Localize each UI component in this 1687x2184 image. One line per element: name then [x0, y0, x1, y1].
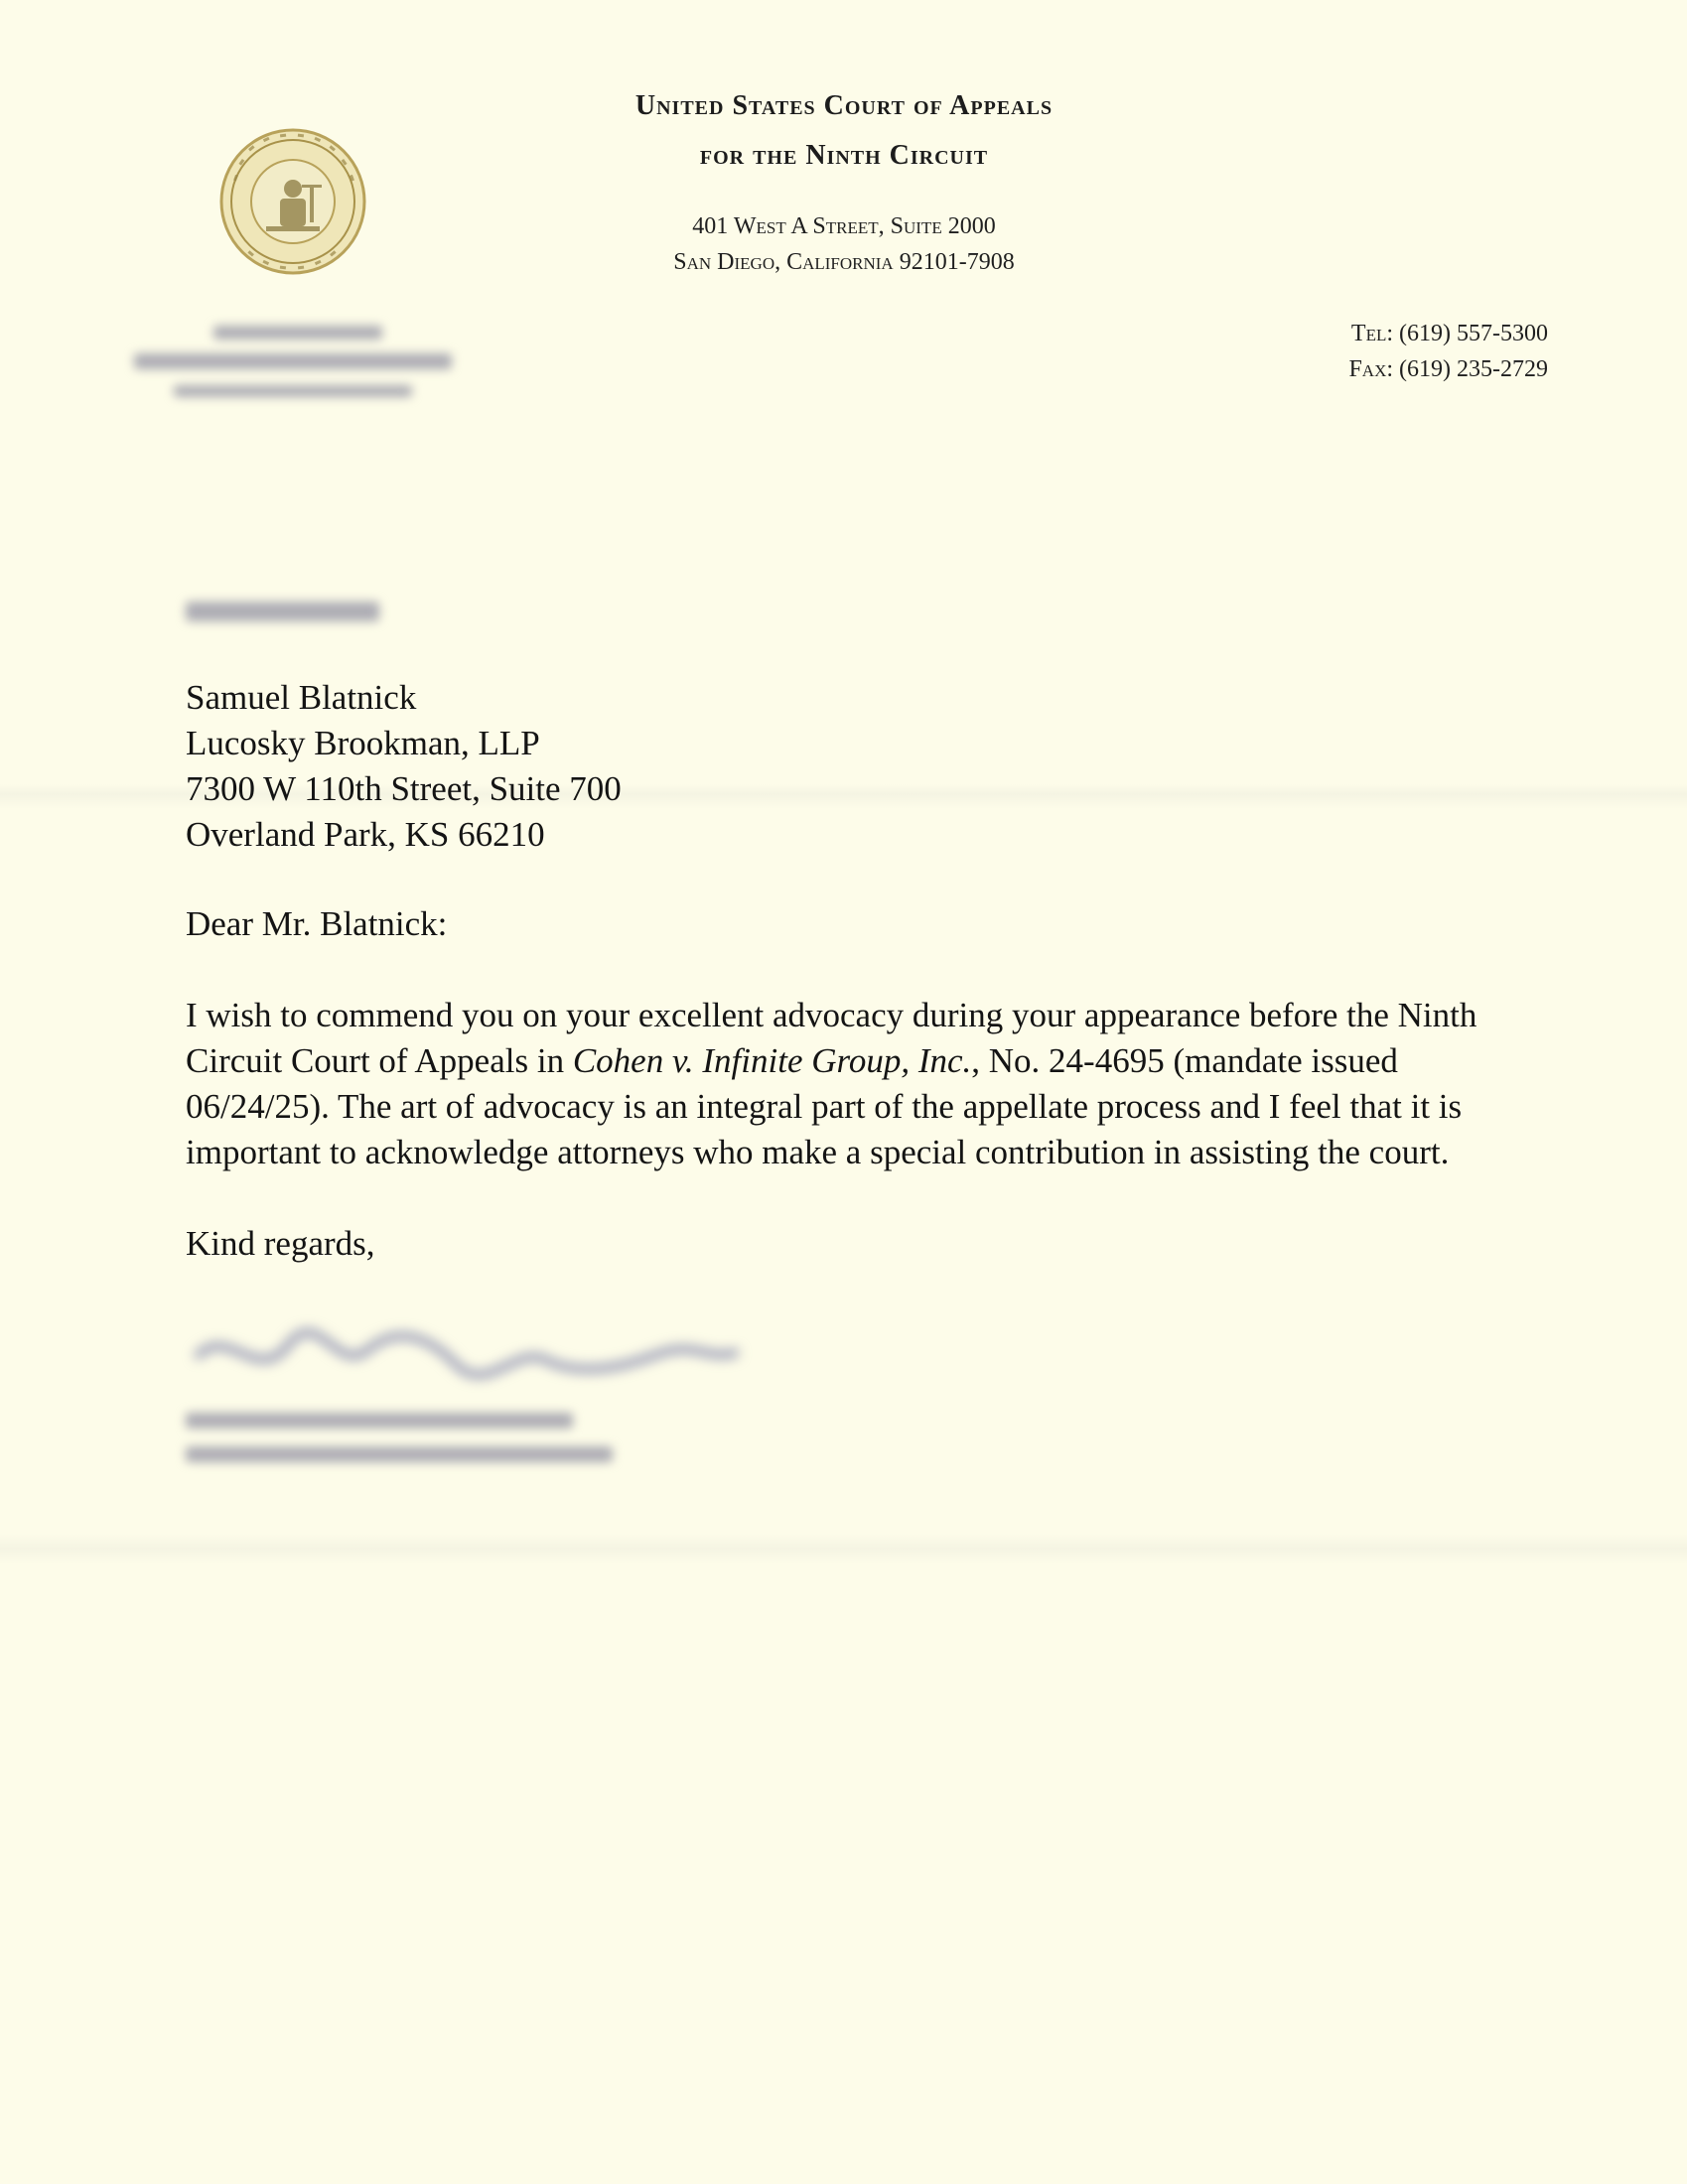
body-paragraph [186, 993, 1506, 1175]
court-name-line-2: for the Ninth Circuit [699, 140, 989, 171]
body-text-part-2: , No. 24-4695 (mandate issued 06/24/25). The art of advocacy is an integral part of the appellate process and I feel that it is important to acknowledge attorneys who make a special contribution in assisting the court. [186, 1041, 1463, 1171]
court-address [556, 208, 1132, 280]
recipient-street: 7300 W 110th Street, Suite 700 [186, 769, 622, 808]
contact-block [1348, 316, 1548, 387]
recipient-city: Overland Park, KS 66210 [186, 815, 545, 854]
recipient-address [186, 675, 1516, 858]
telephone-number: Tel: (619) 557-5300 [1350, 321, 1548, 346]
redacted-chambers-block [134, 318, 462, 417]
fax-number: Fax: (619) 235-2729 [1348, 356, 1548, 382]
salutation: Dear Mr. Blatnick: [186, 904, 448, 943]
court-name-line-1: United States Court of Appeals [634, 90, 1054, 121]
case-name: Cohen v. Infinite Group, Inc. [572, 1041, 972, 1080]
redacted-signature-block [186, 1405, 623, 1484]
recipient-firm: Lucosky Brookman, LLP [186, 724, 540, 762]
court-seal-icon [218, 127, 367, 276]
recipient-name: Samuel Blatnick [186, 678, 417, 717]
letter-body [186, 675, 1516, 1267]
redacted-date [186, 594, 384, 627]
body-text-part-1: I wish to commend you on your excellent advocacy during your appearance before the Ninth Circuit Court of Appeals in [186, 996, 1477, 1080]
court-address-city: San Diego, California 92101-7908 [673, 249, 1015, 275]
closing: Kind regards, [186, 1224, 375, 1263]
letterhead [556, 81, 1132, 280]
court-address-street: 401 West A Street, Suite 2000 [692, 213, 996, 239]
